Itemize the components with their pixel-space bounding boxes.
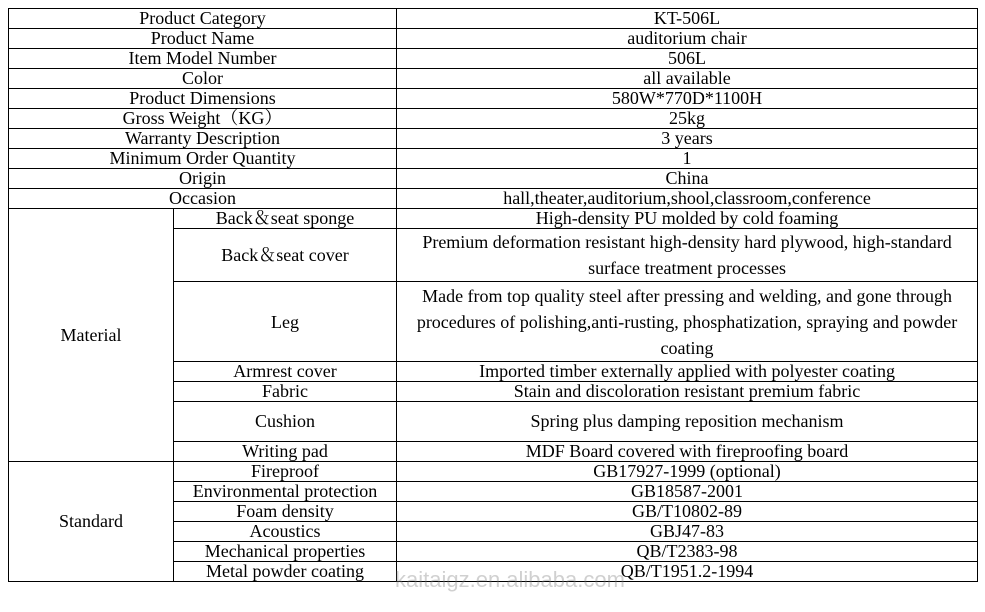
spec-value: MDF Board covered with fireproofing board — [397, 442, 978, 462]
spec-label: Product Name — [9, 29, 397, 49]
spec-row-product-name — [9, 29, 978, 49]
spec-label: Minimum Order Quantity — [9, 149, 397, 169]
spec-label: Environmental protection — [174, 482, 397, 502]
spec-value: all available — [397, 69, 978, 89]
spec-label: Cushion — [174, 402, 397, 442]
spec-row-warranty — [9, 129, 978, 149]
spec-label: Item Model Number — [9, 49, 397, 69]
spec-value: 3 years — [397, 129, 978, 149]
spec-label: Fireproof — [174, 462, 397, 482]
standard-row-fireproof — [9, 462, 978, 482]
spec-row-gross-weight — [9, 109, 978, 129]
spec-label: Warranty Description — [9, 129, 397, 149]
spec-label: Mechanical properties — [174, 542, 397, 562]
spec-value: 25kg — [397, 109, 978, 129]
spec-label: Back＆seat cover — [174, 229, 397, 282]
spec-value: 506L — [397, 49, 978, 69]
spec-value: Stain and discoloration resistant premium fabric — [397, 382, 978, 402]
spec-label: Origin — [9, 169, 397, 189]
spec-value: QB/T2383-98 — [397, 542, 978, 562]
material-group-label: Material — [9, 209, 174, 462]
spec-value: GB/T10802-89 — [397, 502, 978, 522]
spec-label: Acoustics — [174, 522, 397, 542]
spec-label: Product Category — [9, 9, 397, 29]
spec-value: Made from top quality steel after pressing and welding, and gone through procedures of polishing,anti-rusting, phosphatization, spraying and powder coating — [397, 282, 978, 362]
spec-label: Gross Weight（KG） — [9, 109, 397, 129]
spec-value: QB/T1951.2-1994 — [397, 562, 978, 582]
spec-value: KT-506L — [397, 9, 978, 29]
spec-value: Spring plus damping reposition mechanism — [397, 402, 978, 442]
spec-label: Metal powder coating — [174, 562, 397, 582]
spec-label: Color — [9, 69, 397, 89]
spec-row-product-category — [9, 9, 978, 29]
spec-value: 580W*770D*1100H — [397, 89, 978, 109]
spec-row-item-model-number — [9, 49, 978, 69]
spec-label: Leg — [174, 282, 397, 362]
spec-value: GB18587-2001 — [397, 482, 978, 502]
spec-label: Foam density — [174, 502, 397, 522]
spec-value: Premium deformation resistant high-density hard plywood, high-standard surface treatment processes — [397, 229, 978, 282]
spec-row-min-order — [9, 149, 978, 169]
spec-label: Writing pad — [174, 442, 397, 462]
product-spec-table — [8, 8, 978, 582]
spec-label: Occasion — [9, 189, 397, 209]
material-row-sponge — [9, 209, 978, 229]
standard-group-label: Standard — [9, 462, 174, 582]
spec-value: China — [397, 169, 978, 189]
spec-row-origin — [9, 169, 978, 189]
spec-label: Back＆seat sponge — [174, 209, 397, 229]
spec-value: 1 — [397, 149, 978, 169]
spec-row-occasion — [9, 189, 978, 209]
spec-value: auditorium chair — [397, 29, 978, 49]
spec-row-product-dimensions — [9, 89, 978, 109]
spec-value: Imported timber externally applied with polyester coating — [397, 362, 978, 382]
spec-label: Fabric — [174, 382, 397, 402]
spec-value: High-density PU molded by cold foaming — [397, 209, 978, 229]
spec-row-color — [9, 69, 978, 89]
spec-value: hall,theater,auditorium,shool,classroom,conference — [397, 189, 978, 209]
watermark: kaitaigz.en.alibaba.com — [395, 567, 625, 592]
spec-value: GB17927-1999 (optional) — [397, 462, 978, 482]
spec-value: GBJ47-83 — [397, 522, 978, 542]
spec-label: Armrest cover — [174, 362, 397, 382]
spec-label: Product Dimensions — [9, 89, 397, 109]
